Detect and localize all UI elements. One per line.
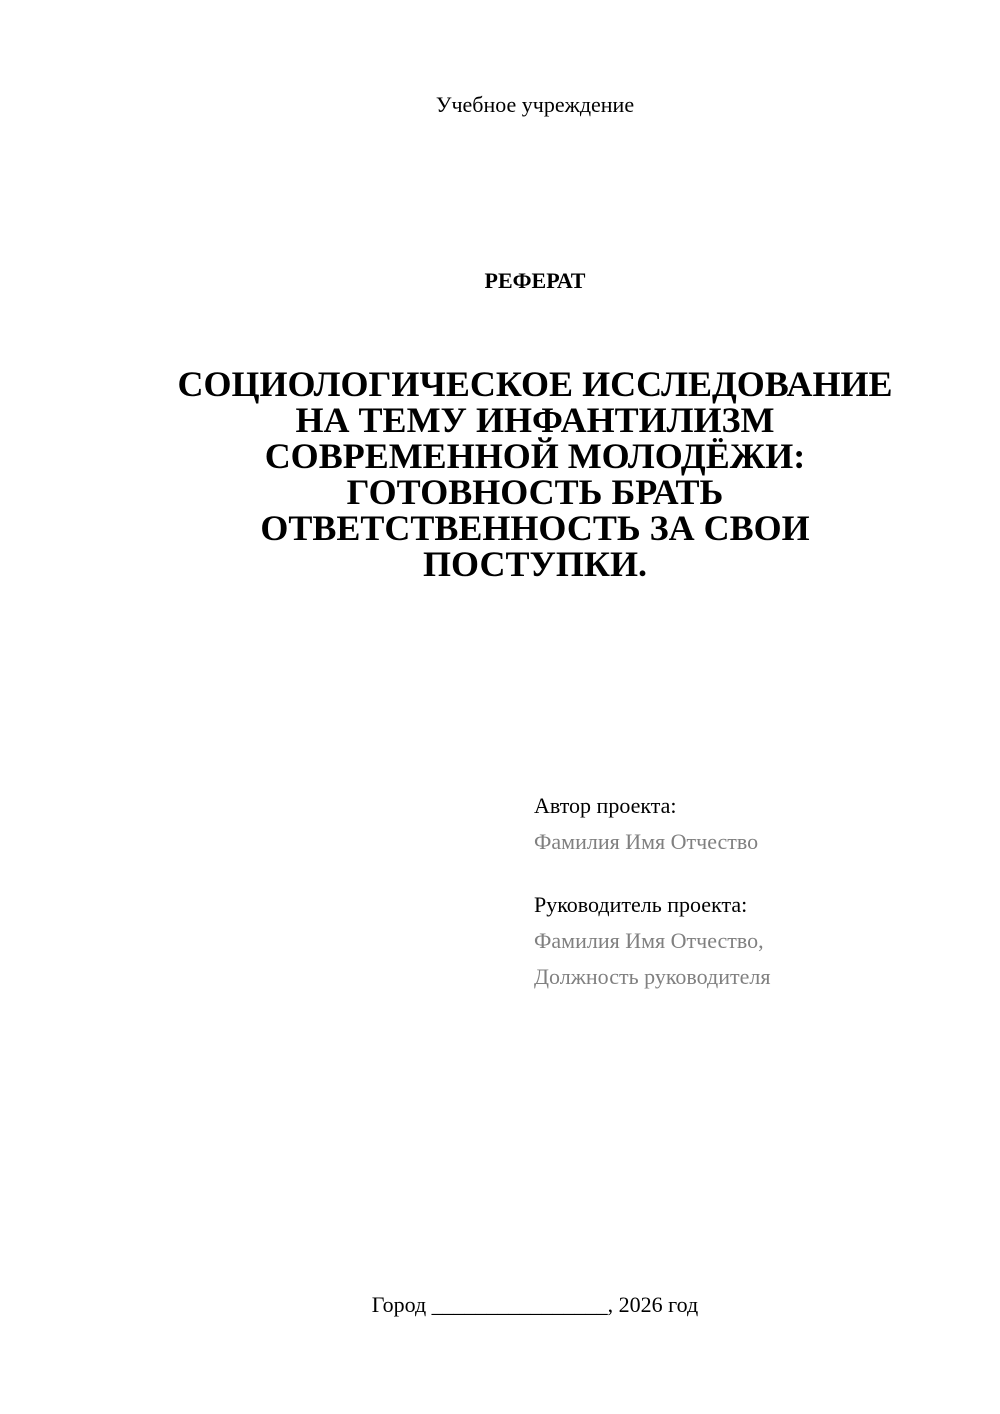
title-line: СОВРЕМЕННОЙ МОЛОДЁЖИ: bbox=[264, 436, 806, 476]
document-type: РЕФЕРАТ bbox=[484, 268, 586, 293]
institution-name: Учебное учреждение bbox=[435, 92, 635, 117]
block-spacer bbox=[534, 860, 974, 887]
author-label: Автор проекта: bbox=[534, 793, 677, 818]
supervisor-name: Фамилия Имя Отчество, bbox=[534, 928, 764, 953]
title-line: НА ТЕМУ ИНФАНТИЛИЗМ bbox=[295, 400, 775, 440]
title-line: ГОТОВНОСТЬ БРАТЬ bbox=[346, 472, 724, 512]
supervisor-label: Руководитель проекта: bbox=[534, 892, 748, 917]
city-year-line: Город ________________, 2026 год bbox=[371, 1292, 699, 1317]
title-line: ПОСТУПКИ. bbox=[423, 544, 647, 584]
supervisor-position: Должность руководителя bbox=[534, 964, 771, 989]
document-title bbox=[135, 366, 935, 582]
title-line: ОТВЕТСТВЕННОСТЬ ЗА СВОИ bbox=[260, 508, 810, 548]
title-line: СОЦИОЛОГИЧЕСКОЕ ИССЛЕДОВАНИЕ bbox=[177, 364, 893, 404]
author-block bbox=[534, 788, 974, 995]
author-name: Фамилия Имя Отчество bbox=[534, 829, 759, 854]
